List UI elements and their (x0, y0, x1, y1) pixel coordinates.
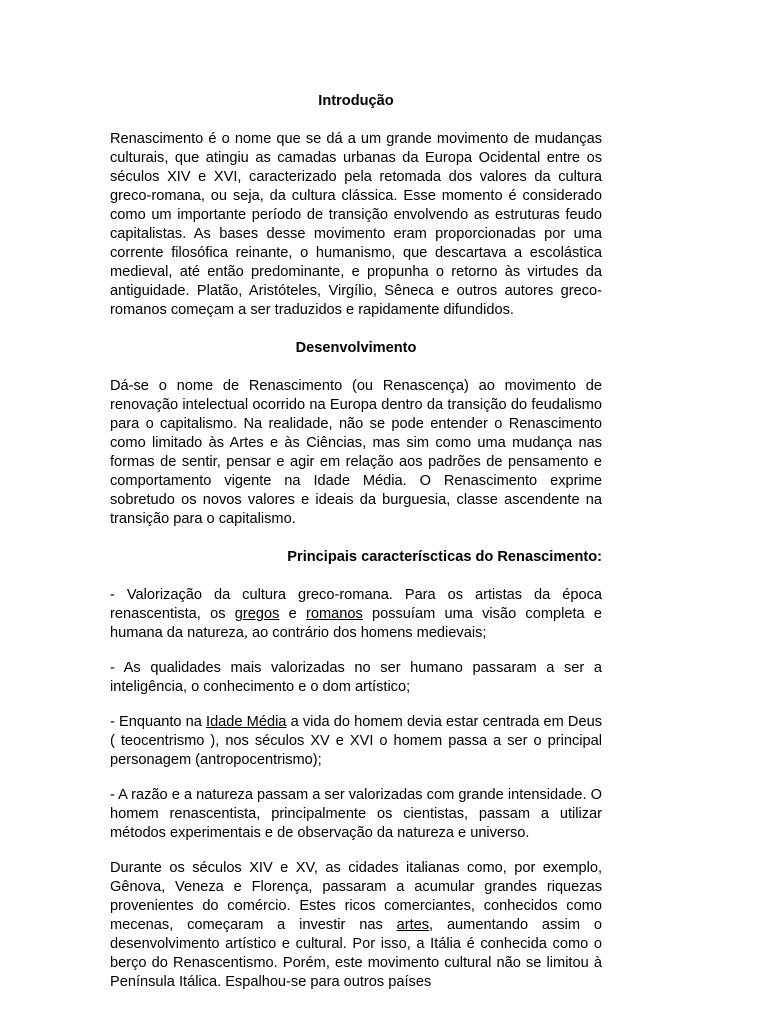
item-1-text-a: - Valorização da cultura greco-romana. Para os artistas da época renascentista, os (110, 587, 602, 622)
spacer (110, 358, 602, 377)
item-1-text-b: e (279, 606, 306, 622)
link-idade-media[interactable]: Idade Média (206, 714, 287, 730)
spacer (110, 843, 602, 859)
intro-title: Introdução (318, 93, 394, 109)
item-3-text-a: - Enquanto na (110, 714, 207, 730)
spacer (110, 770, 602, 786)
characteristic-item-1 (110, 586, 602, 643)
item-1-text-c: possuíam uma visão completa e humana da natureza, ao contrário dos homens medievais; (110, 606, 602, 641)
final-text-a: Durante os séculos XIV e XV, as cidades italianas como, por exemplo, Gênova, Veneza e Florença, passaram a acumular grandes riquezas provenientes do comércio. Estes ricos comerciantes, conhecidos como mecenas, começaram a investir nas (110, 860, 602, 933)
spacer (110, 320, 602, 339)
characteristics-title: Principais caracteríscticas do Renascimento: (287, 549, 602, 565)
spacer (110, 111, 602, 130)
spacer (110, 567, 602, 586)
spacer (110, 529, 602, 548)
characteristic-item-2: - As qualidades mais valorizadas no ser humano passaram a ser a inteligência, o conhecimento e o dom artístico; (110, 660, 602, 695)
item-3-text-b: a vida do homem devia estar centrada em Deus ( teocentrismo ), nos séculos XV e XVI o homem passa a ser o principal personagem (antropocentrismo); (110, 714, 602, 768)
link-romanos[interactable]: romanos (305, 606, 363, 622)
link-artes[interactable]: artes (396, 917, 430, 933)
spacer (110, 643, 602, 659)
development-paragraph: Dá-se o nome de Renascimento (ou Renascença) ao movimento de renovação intelectual ocorrido na Europa dentro da transição do feudalismo para o capitalismo. Na realidade, não se pode entender o Renascimento como limitado às Artes e às Ciências, mas sim como uma mudança nas formas de sentir, pensar e agir em relação aos padrões de pensamento e comportamento vigente na Idade Média. O Renascimento exprime sobretudo os novos valores e ideais da burguesia, classe ascendente na transição para o capitalismo. (110, 378, 602, 527)
characteristic-item-3 (110, 713, 602, 770)
development-title: Desenvolvimento (295, 340, 417, 356)
link-gregos[interactable]: gregos (234, 606, 280, 622)
final-paragraph (110, 859, 602, 992)
document-page (110, 92, 602, 992)
characteristic-item-4: - A razão e a natureza passam a ser valorizadas com grande intensidade. O homem renascentista, principalmente os cientistas, passam a utilizar métodos experimentais e de observação da natureza e universo. (110, 787, 602, 841)
spacer (110, 697, 602, 713)
intro-paragraph: Renascimento é o nome que se dá a um grande movimento de mudanças culturais, que atingiu as camadas urbanas da Europa Ocidental entre os séculos XIV e XVI, caracterizado pela retomada dos valores da cultura greco-romana, ou seja, da cultura clássica. Esse momento é considerado como um importante período de transição envolvendo as estruturas feudo capitalistas. As bases desse movimento eram proporcionadas por uma corrente filosófica reinante, o humanismo, que descartava a escolástica medieval, até então predominante, e propunha o retorno às virtudes da antiguidade. Platão, Aristóteles, Virgílio, Sêneca e outros autores greco-romanos começam a ser traduzidos e rapidamente difundidos. (110, 131, 602, 318)
final-text-b: , aumentando assim o desenvolvimento artístico e cultural. Por isso, a Itália é conhecida como o berço do Renascentismo. Porém, este movimento cultural não se limitou à Península Itálica. Espalhou-se para outros países (110, 917, 602, 990)
